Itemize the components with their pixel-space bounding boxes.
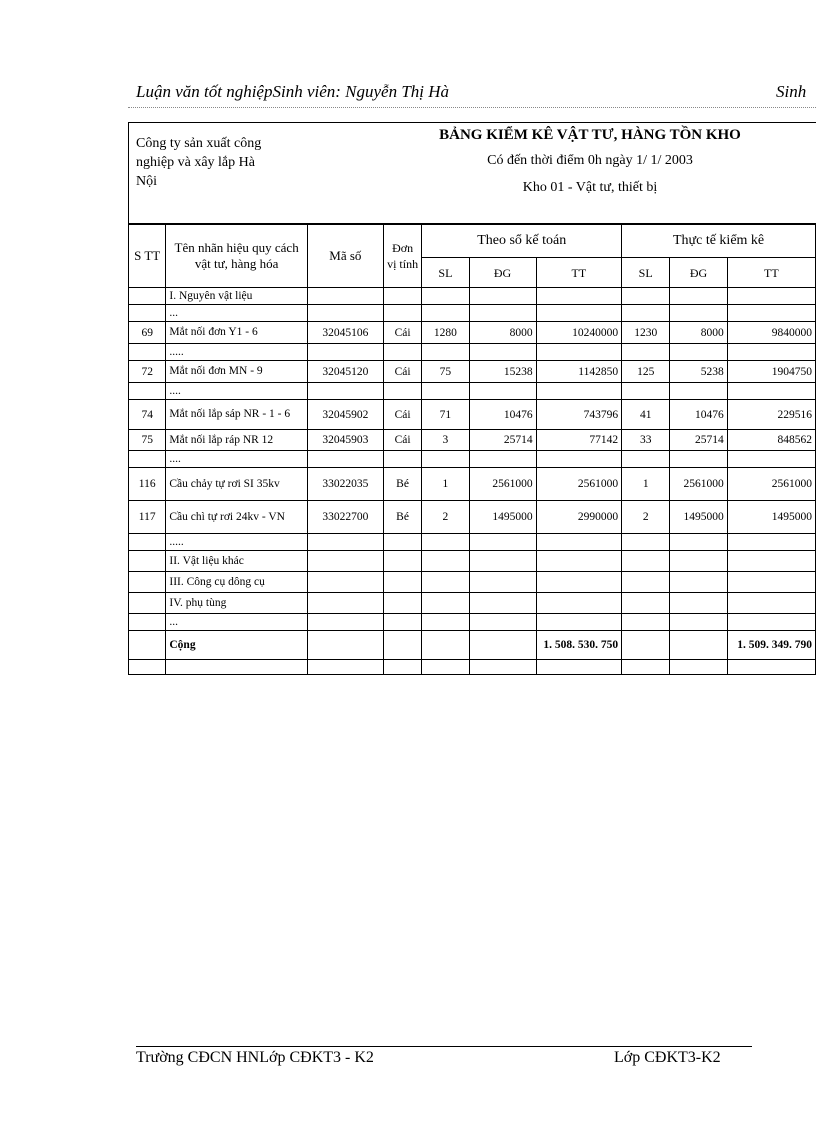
cell-unit [383, 383, 422, 400]
cell-code [307, 593, 383, 614]
cell-name: ... [166, 305, 308, 322]
cell-unit [383, 344, 422, 361]
cell-dg-actual: 10476 [670, 400, 728, 430]
cell-dg-book [469, 593, 536, 614]
cell-sl-book: 75 [422, 361, 469, 383]
total-sl-actual [622, 631, 670, 660]
cell-tt-actual [727, 344, 815, 361]
cell-dg-actual [670, 572, 728, 593]
col-header-tt-actual: TT [727, 258, 815, 288]
cell-sl-book [422, 383, 469, 400]
cell-unit [383, 288, 422, 305]
cell-dg-book: 2561000 [469, 468, 536, 501]
cell-tt-book [536, 288, 622, 305]
cell-sl-book [422, 572, 469, 593]
table-row [129, 593, 816, 614]
cell-tt-actual: 1904750 [727, 361, 815, 383]
table-row [129, 551, 816, 572]
cell-code [307, 572, 383, 593]
document-warehouse: Kho 01 - Vật tư, thiết bị [522, 180, 658, 195]
cell-name: .... [166, 451, 308, 468]
cell-tt-actual [727, 614, 815, 631]
cell-tt-book [536, 551, 622, 572]
cell-unit [383, 534, 422, 551]
cell-dg-actual [670, 288, 728, 305]
cell-tt-book [536, 383, 622, 400]
table-row [129, 534, 816, 551]
cell-tt-book: 2990000 [536, 501, 622, 534]
cell-dg-book [469, 551, 536, 572]
cell-code [307, 614, 383, 631]
cell-code [307, 344, 383, 361]
cell-stt [129, 305, 166, 322]
blank-cell [622, 660, 670, 675]
cell-sl-book [422, 344, 469, 361]
cell-sl-book: 71 [422, 400, 469, 430]
cell-dg-book [469, 614, 536, 631]
cell-dg-book: 25714 [469, 430, 536, 451]
table-row [129, 344, 816, 361]
table-row [129, 572, 816, 593]
cell-sl-actual [622, 344, 670, 361]
cell-name: ..... [166, 534, 308, 551]
cell-tt-actual [727, 572, 815, 593]
blank-cell [469, 660, 536, 675]
cell-tt-book [536, 305, 622, 322]
cell-unit: Cái [383, 400, 422, 430]
cell-unit: Cái [383, 361, 422, 383]
cell-tt-book: 1142850 [536, 361, 622, 383]
cell-name: Cầu chảy tự rơi SI 35kv [166, 468, 308, 501]
cell-code: 33022700 [307, 501, 383, 534]
cell-dg-actual [670, 593, 728, 614]
cell-dg-actual [670, 344, 728, 361]
cell-name: ..... [166, 344, 308, 361]
col-header-dg-actual: ĐG [670, 258, 728, 288]
cell-tt-actual [727, 451, 815, 468]
cell-tt-actual: 9840000 [727, 322, 815, 344]
cell-tt-book [536, 593, 622, 614]
cell-dg-book [469, 344, 536, 361]
cell-stt [129, 451, 166, 468]
cell-stt [129, 288, 166, 305]
cell-tt-book [536, 572, 622, 593]
col-header-unit: Đơn vị tính [383, 224, 422, 288]
col-header-name: Tên nhãn hiệu quy cách vật tư, hàng hóa [166, 224, 308, 288]
cell-stt: 116 [129, 468, 166, 501]
cell-tt-book: 743796 [536, 400, 622, 430]
cell-tt-actual: 2561000 [727, 468, 815, 501]
col-group-actual: Thực tế kiểm kê [622, 224, 816, 258]
cell-tt-book [536, 344, 622, 361]
blank-cell [422, 660, 469, 675]
cell-unit [383, 572, 422, 593]
cell-sl-actual: 33 [622, 430, 670, 451]
cell-dg-book: 10476 [469, 400, 536, 430]
blank-cell [670, 660, 728, 675]
cell-sl-actual [622, 534, 670, 551]
table-row [129, 288, 816, 305]
blank-row [129, 660, 816, 675]
cell-sl-book: 1280 [422, 322, 469, 344]
cell-stt [129, 344, 166, 361]
cell-sl-actual: 1230 [622, 322, 670, 344]
cell-dg-actual [670, 534, 728, 551]
cell-tt-book: 2561000 [536, 468, 622, 501]
cell-name: III. Công cụ dông cụ [166, 572, 308, 593]
blank-cell [129, 660, 166, 675]
cell-sl-actual: 1 [622, 468, 670, 501]
cell-tt-book [536, 534, 622, 551]
cell-name: Mắt nối lắp ráp NR 12 [166, 430, 308, 451]
cell-tt-book: 77142 [536, 430, 622, 451]
cell-dg-book: 15238 [469, 361, 536, 383]
company-name [136, 134, 306, 191]
footer-divider [136, 1046, 752, 1047]
cell-sl-actual [622, 451, 670, 468]
cell-name: ... [166, 614, 308, 631]
cell-dg-book: 8000 [469, 322, 536, 344]
cell-code [307, 451, 383, 468]
cell-code [307, 534, 383, 551]
cell-tt-actual [727, 305, 815, 322]
cell-unit [383, 551, 422, 572]
total-stt [129, 631, 166, 660]
table-body [129, 288, 816, 631]
cell-sl-actual [622, 551, 670, 572]
cell-stt [129, 614, 166, 631]
total-tt-book: 1. 508. 530. 750 [536, 631, 622, 660]
total-tt-actual: 1. 509. 349. 790 [727, 631, 815, 660]
table-row [129, 383, 816, 400]
cell-tt-actual: 229516 [727, 400, 815, 430]
blank-cell [536, 660, 622, 675]
cell-stt [129, 551, 166, 572]
cell-sl-book: 1 [422, 468, 469, 501]
page-footer-right: Lớp CĐKT3-K2 [614, 1049, 721, 1066]
cell-sl-book [422, 451, 469, 468]
blank-cell [727, 660, 815, 675]
cell-tt-actual [727, 383, 815, 400]
cell-name: IV. phụ tùng [166, 593, 308, 614]
total-sl-book [422, 631, 469, 660]
cell-name: Mắt nối đơn Y1 - 6 [166, 322, 308, 344]
cell-stt [129, 383, 166, 400]
col-group-book: Theo sổ kế toán [422, 224, 622, 258]
cell-sl-book [422, 288, 469, 305]
header-divider [128, 107, 816, 108]
table-row [129, 361, 816, 383]
table-row [129, 430, 816, 451]
cell-dg-actual [670, 551, 728, 572]
col-header-dg-book: ĐG [469, 258, 536, 288]
inventory-table [128, 223, 816, 675]
total-code [307, 631, 383, 660]
cell-stt [129, 534, 166, 551]
cell-unit [383, 305, 422, 322]
table-row [129, 451, 816, 468]
document-date: Có đến thời điểm 0h ngày 1/ 1/ 2003 [487, 153, 693, 168]
cell-stt: 74 [129, 400, 166, 430]
cell-sl-book [422, 551, 469, 572]
cell-dg-actual: 2561000 [670, 468, 728, 501]
cell-code: 32045902 [307, 400, 383, 430]
blank-cell [166, 660, 308, 675]
cell-tt-actual [727, 534, 815, 551]
cell-code [307, 551, 383, 572]
cell-stt: 75 [129, 430, 166, 451]
cell-sl-actual: 125 [622, 361, 670, 383]
cell-dg-book [469, 288, 536, 305]
table-row [129, 501, 816, 534]
company-line-3: Nội [136, 174, 157, 189]
col-header-tt-book: TT [536, 258, 622, 288]
cell-code: 33022035 [307, 468, 383, 501]
cell-stt [129, 593, 166, 614]
table-row [129, 305, 816, 322]
cell-sl-actual [622, 288, 670, 305]
cell-sl-actual: 41 [622, 400, 670, 430]
total-row [129, 631, 816, 660]
cell-tt-actual: 1495000 [727, 501, 815, 534]
cell-unit: Bé [383, 468, 422, 501]
cell-sl-book [422, 614, 469, 631]
document-title: BẢNG KIỂM KÊ VẬT TƯ, HÀNG TỒN KHO [439, 127, 741, 143]
cell-dg-book: 1495000 [469, 501, 536, 534]
cell-code: 32045106 [307, 322, 383, 344]
cell-code: 32045903 [307, 430, 383, 451]
cell-sl-actual [622, 572, 670, 593]
cell-dg-book [469, 383, 536, 400]
cell-code [307, 288, 383, 305]
cell-name: Mắt nối lắp sáp NR - 1 - 6 [166, 400, 308, 430]
cell-stt: 69 [129, 322, 166, 344]
cell-code [307, 305, 383, 322]
page-header-title: Luận văn tốt nghiệpSinh viên: Nguyễn Thị Hà [136, 82, 450, 101]
page-header-right: Sinh [776, 82, 807, 101]
blank-cell [383, 660, 422, 675]
cell-dg-actual [670, 383, 728, 400]
cell-tt-actual [727, 551, 815, 572]
cell-name: Cầu chì tự rơi 24kv - VN [166, 501, 308, 534]
cell-name: .... [166, 383, 308, 400]
total-label: Cộng [166, 631, 308, 660]
cell-dg-book [469, 572, 536, 593]
total-dg-actual [670, 631, 728, 660]
total-dg-book [469, 631, 536, 660]
cell-code [307, 383, 383, 400]
cell-stt [129, 572, 166, 593]
cell-unit: Cái [383, 322, 422, 344]
cell-stt: 117 [129, 501, 166, 534]
cell-dg-book [469, 451, 536, 468]
cell-unit [383, 593, 422, 614]
cell-dg-actual: 1495000 [670, 501, 728, 534]
cell-sl-book [422, 305, 469, 322]
cell-dg-actual: 5238 [670, 361, 728, 383]
table-row [129, 614, 816, 631]
table-row [129, 400, 816, 430]
cell-sl-book: 3 [422, 430, 469, 451]
cell-unit: Cái [383, 430, 422, 451]
cell-dg-actual [670, 614, 728, 631]
col-header-sl-book: SL [422, 258, 469, 288]
cell-sl-book: 2 [422, 501, 469, 534]
company-line-1: Công ty sản xuất công [136, 136, 262, 151]
cell-name: Mắt nối đơn MN - 9 [166, 361, 308, 383]
cell-sl-book [422, 534, 469, 551]
cell-sl-book [422, 593, 469, 614]
cell-dg-actual: 25714 [670, 430, 728, 451]
total-unit [383, 631, 422, 660]
cell-unit [383, 614, 422, 631]
table-row [129, 468, 816, 501]
cell-name: II. Vật liệu khác [166, 551, 308, 572]
cell-dg-book [469, 305, 536, 322]
table-row [129, 322, 816, 344]
cell-stt: 72 [129, 361, 166, 383]
cell-dg-actual [670, 451, 728, 468]
cell-tt-actual [727, 288, 815, 305]
cell-tt-book [536, 614, 622, 631]
cell-unit: Bé [383, 501, 422, 534]
cell-sl-actual: 2 [622, 501, 670, 534]
cell-dg-actual: 8000 [670, 322, 728, 344]
cell-tt-book: 10240000 [536, 322, 622, 344]
cell-dg-actual [670, 305, 728, 322]
col-header-code: Mã số [307, 224, 383, 288]
cell-sl-actual [622, 305, 670, 322]
cell-tt-actual [727, 593, 815, 614]
company-line-2: nghiệp và xây lắp Hà [136, 155, 255, 170]
col-header-sl-actual: SL [622, 258, 670, 288]
cell-sl-actual [622, 383, 670, 400]
cell-tt-book [536, 451, 622, 468]
col-header-stt: S TT [129, 224, 166, 288]
cell-dg-book [469, 534, 536, 551]
cell-tt-actual: 848562 [727, 430, 815, 451]
blank-cell [307, 660, 383, 675]
cell-unit [383, 451, 422, 468]
cell-sl-actual [622, 614, 670, 631]
cell-name: I. Nguyên vật liệu [166, 288, 308, 305]
cell-sl-actual [622, 593, 670, 614]
cell-code: 32045120 [307, 361, 383, 383]
page-footer-left: Trường CĐCN HNLớp CĐKT3 - K2 [136, 1049, 374, 1066]
